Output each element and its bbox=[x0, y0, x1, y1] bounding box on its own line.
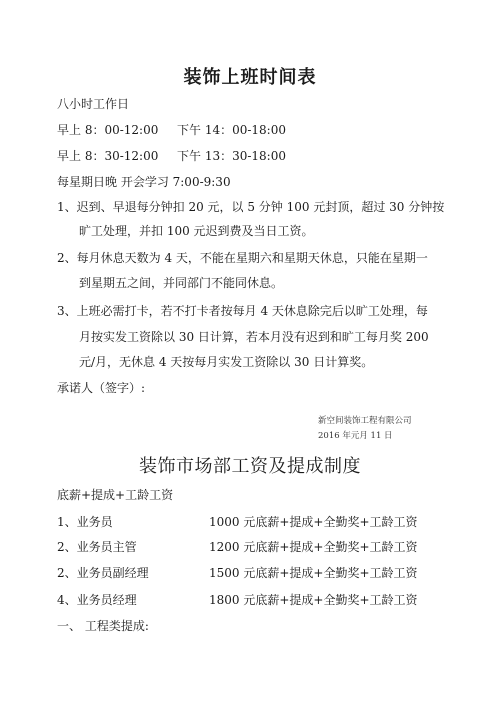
engineering-commission-heading: 一、 工程类提成: bbox=[57, 619, 149, 633]
rule-3-line-3: 元/月，无休息 4 天按每月实发工资除以 30 日计算奖。 bbox=[79, 355, 374, 369]
rule-3-line-1: 3、上班必需打卡，若不打卡者按每月 4 天休息除完后以旷工处理，每 bbox=[57, 304, 428, 318]
rule-3-line-2: 月按实发工资除以 30 日计算，若本月没有迟到和旷工每月奖 200 bbox=[79, 330, 429, 344]
schedule-1-afternoon: 下午 14：00-18:00 bbox=[177, 123, 286, 137]
salary-row-1-value: 1000 元底薪+提成+全勤奖+工龄工资 bbox=[209, 515, 418, 529]
schedule-title: 装饰上班时间表 bbox=[183, 67, 317, 88]
rule-2-line-2: 到星期五之间，并同部门不能同休息。 bbox=[79, 276, 284, 290]
document-date: 2016 年元月 11 日 bbox=[318, 431, 393, 441]
schedule-2-morning: 早上 8：30-12:00 bbox=[57, 149, 159, 163]
salary-title: 装饰市场部工资及提成制度 bbox=[139, 456, 361, 477]
signature-label: 承诺人（签字）: bbox=[57, 381, 146, 395]
salary-row-2-value: 1200 元底薪+提成+全勤奖+工龄工资 bbox=[209, 540, 418, 554]
schedule-1-morning: 早上 8：00-12:00 bbox=[57, 123, 159, 137]
salary-row-4-label: 4、业务员经理 bbox=[57, 593, 137, 607]
salary-row-3-label: 2、业务员副经理 bbox=[57, 566, 149, 580]
salary-row-1-label: 1、业务员 bbox=[57, 515, 113, 529]
schedule-2-afternoon: 下午 13：30-18:00 bbox=[177, 149, 286, 163]
workday-subtitle: 八小时工作日 bbox=[57, 97, 130, 111]
rule-1-line-1: 1、迟到、早退每分钟扣 20 元，以 5 分钟 100 元封顶，超过 30 分钟按 bbox=[57, 200, 445, 214]
weekly-meeting: 每星期日晚 开会学习 7:00-9:30 bbox=[57, 175, 231, 189]
rule-2-line-1: 2、每月休息天数为 4 天，不能在星期六和星期天休息，只能在星期一 bbox=[57, 251, 428, 265]
salary-formula: 底薪+提成+工龄工资 bbox=[57, 488, 174, 502]
rule-1-line-2: 旷工处理，并扣 100 元迟到费及当日工资。 bbox=[79, 224, 314, 238]
salary-row-2-label: 2、业务员主管 bbox=[57, 540, 137, 554]
salary-row-4-value: 1800 元底薪+提成+全勤奖+工龄工资 bbox=[209, 593, 418, 607]
salary-row-3-value: 1500 元底薪+提成+全勤奖+工龄工资 bbox=[209, 566, 418, 580]
company-name: 新空间装饰工程有限公司 bbox=[318, 416, 412, 426]
